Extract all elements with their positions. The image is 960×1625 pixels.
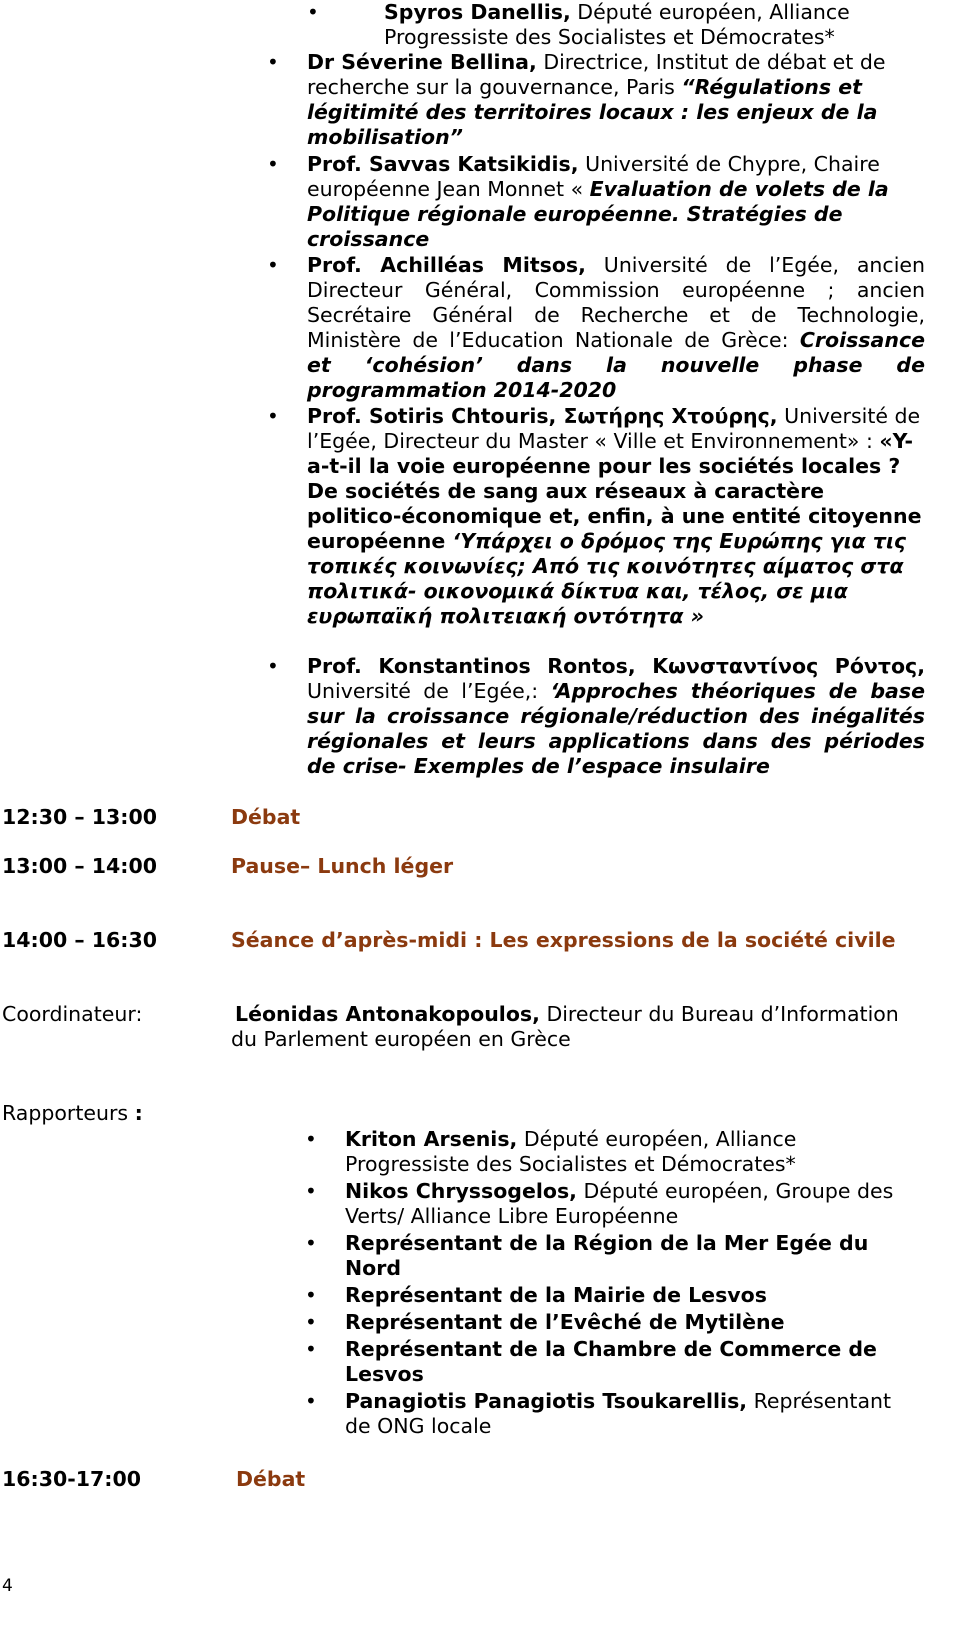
speaker-name: Prof. Sotiris Chtouris, Σωτήρης Χτούρης, [307, 404, 778, 428]
talk-title-fr: «Y-a-t-il la voie européenne pour les sociétés locales ? De sociétés de sang aux réseaux à caractère politico-économique et, enfin, à une entité citoyenne européenne [307, 429, 922, 553]
speaker-name: Prof. Achilléas Mitsos, [307, 253, 586, 277]
speaker-role: Université de Chypre, Chaire européenne Jean Monnet « [307, 152, 880, 201]
bullet-icon: • [305, 1389, 317, 1413]
rapporteur-role: Représentant de ONG locale [345, 1389, 892, 1438]
rapporteur-role: Député européen, Groupe des Verts/ Alliance Libre Européenne [345, 1179, 894, 1228]
list-item [267, 50, 925, 152]
list-item [267, 253, 925, 404]
rapporteur-name: Représentant de l’Evêché de Mytilène [345, 1310, 785, 1334]
coordinator-label: Coordinateur: [2, 1002, 143, 1026]
afternoon-time: 14:00 – 16:30 [2, 928, 158, 952]
rapporteur-name: Représentant de la Région de la Mer Egée du Nord [345, 1231, 869, 1280]
bullet-icon: • [305, 1127, 317, 1151]
speaker-role: Université de l’Egée, Directeur du Master « Ville et Environnement» : [307, 404, 921, 453]
bullet-icon: • [267, 152, 279, 176]
speaker-role: Université de l’Egée, ancien Directeur Général, Commission européenne ; ancien Secrétaire Général de Recherche et de Technologie, Ministère de l’Education Nationale de Grèce: [307, 253, 925, 352]
talk-title-gr: ‘Υπάρχει ο δρόμος της Ευρώπης για τις τοπικές κοινωνίες; Από τις κοινότητες αίματος στα πολιτικά- οικονομικά δίκτυα και, τέλος, σε μια ευρωπαϊκή πολιτειακή οντότητα » [307, 529, 907, 628]
bullet-icon: • [305, 1283, 317, 1307]
bullet-icon: • [307, 0, 319, 24]
speaker-name: Prof. Savvas Katsikidis, [307, 152, 579, 176]
talk-title: Evaluation de volets de la Politique régionale européenne. Stratégies de croissance [307, 177, 889, 251]
bullet-icon: • [305, 1179, 317, 1203]
coordinator [231, 1002, 926, 1052]
list-item [305, 1310, 920, 1335]
rapporteur-name: Panagiotis Panagiotis Tsoukarellis, [345, 1389, 748, 1413]
talk-title: “Régulations et légitimité des territoires locaux : les enjeux de la mobilisation” [307, 75, 878, 149]
speaker-name: Prof. Konstantinos Rontos, Κωνσταντίνος Ρόντος, [307, 654, 925, 678]
speaker-name: Spyros Danellis, [384, 0, 571, 24]
bullet-icon: • [267, 654, 279, 678]
talk-title: Croissance et ‘cohésion’ dans la nouvelle phase de programmation 2014-2020 [307, 328, 925, 402]
afternoon-session-title: Séance d’après-midi : Les expressions de la société civile [231, 928, 896, 952]
list-item [305, 1337, 920, 1387]
bullet-icon: • [267, 253, 279, 277]
debate2-time: 16:30-17:00 [2, 1467, 142, 1491]
speaker-name: Dr Séverine Bellina, [307, 50, 537, 74]
bullet-icon: • [305, 1337, 317, 1361]
debate1-time: 12:30 – 13:00 [2, 805, 158, 829]
rapporteurs-colon: : [134, 1101, 143, 1125]
speaker-role: Directrice, Institut de débat et de recherche sur la gouvernance, Paris [307, 50, 886, 99]
list-item [267, 654, 925, 779]
rapporteur-name: Kriton Arsenis, [345, 1127, 518, 1151]
list-item [307, 0, 925, 50]
coordinator-name: Léonidas Antonakopoulos, [235, 1002, 540, 1026]
list-item [305, 1179, 920, 1229]
speaker-role: Université de l’Egée,: [307, 679, 551, 703]
speakers-list [267, 0, 925, 779]
debate1-label: Débat [231, 805, 301, 829]
rapporteurs-label-text: Rapporteurs [2, 1101, 135, 1125]
rapporteur-name: Représentant de la Chambre de Commerce de Lesvos [345, 1337, 877, 1386]
rapporteur-role: Député européen, Alliance Progressiste des Socialistes et Démocrates* [345, 1127, 797, 1176]
coordinator-role: Directeur du Bureau d’Information du Parlement européen en Grèce [231, 1002, 899, 1051]
rapporteurs-list [305, 1127, 920, 1439]
rapporteur-name: Nikos Chryssogelos, [345, 1179, 577, 1203]
lunch-label: Pause– Lunch léger [231, 854, 454, 878]
lunch-time: 13:00 – 14:00 [2, 854, 158, 878]
talk-title: ‘Approches théoriques de base sur la croissance régionale/réduction des inégalités régionales et leurs applications dans des périodes de crise- Exemples de l’espace insulaire [307, 679, 925, 778]
bullet-icon: • [267, 50, 279, 74]
list-item [267, 152, 925, 253]
rapporteur-name: Représentant de la Mairie de Lesvos [345, 1283, 767, 1307]
list-item [305, 1389, 920, 1439]
list-item [305, 1231, 920, 1281]
list-item [305, 1127, 920, 1177]
list-item [267, 404, 925, 654]
bullet-icon: • [305, 1310, 317, 1334]
page-number: 4 [2, 1576, 13, 1596]
list-item [305, 1283, 920, 1308]
speaker-role: Député européen, Alliance Progressiste des Socialistes et Démocrates* [384, 0, 850, 49]
rapporteurs-label [2, 1101, 143, 1126]
bullet-icon: • [267, 404, 279, 428]
debate2-label: Débat [236, 1467, 306, 1491]
bullet-icon: • [305, 1231, 317, 1255]
